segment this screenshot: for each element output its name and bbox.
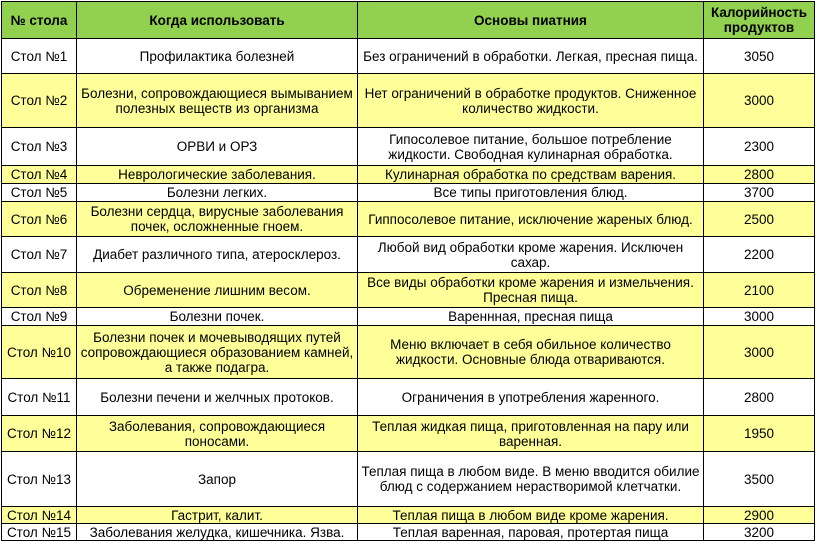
cell-calories: 3700 [704, 184, 815, 202]
cell-table-no: Стол №3 [2, 128, 77, 166]
cell-calories: 2300 [704, 128, 815, 166]
cell-when: Заболевания желудка, кишечника. Язва. [77, 524, 358, 541]
cell-when: Диабет различного типа, атеросклероз. [77, 237, 358, 273]
cell-calories: 2500 [704, 202, 815, 237]
cell-when: Болезни, сопровождающиеся вымыванием полезных веществ из организма [77, 74, 358, 128]
cell-table-no: Стол №14 [2, 507, 77, 524]
table-row [2, 308, 815, 326]
cell-calories: 1950 [704, 416, 815, 452]
cell-basis: Гиппосолевое питание, исключение жареных блюд. [358, 202, 704, 237]
cell-calories: 3000 [704, 308, 815, 326]
table-row [2, 237, 815, 273]
table-row [2, 273, 815, 308]
cell-basis: Меню включает в себя обильное количество жидкости. Основные блюда отвариваются. [358, 326, 704, 379]
cell-when: Обременение лишним весом. [77, 273, 358, 308]
cell-table-no: Стол №6 [2, 202, 77, 237]
header-table-no: № стола [2, 2, 77, 39]
cell-when: Болезни почек и мочевыводящих путей сопровождающиеся образованием камней, а также подагра. [77, 326, 358, 379]
cell-table-no: Стол №10 [2, 326, 77, 379]
table-row [2, 184, 815, 202]
cell-calories: 3200 [704, 524, 815, 541]
table-row [2, 128, 815, 166]
cell-when: Заболевания, сопровождающиеся поносами. [77, 416, 358, 452]
diet-table [1, 1, 815, 541]
table-row [2, 202, 815, 237]
cell-table-no: Стол №7 [2, 237, 77, 273]
cell-when: Запор [77, 452, 358, 507]
cell-basis: Кулинарная обработка по средствам варения. [358, 166, 704, 184]
table-row [2, 416, 815, 452]
cell-table-no: Стол №4 [2, 166, 77, 184]
table-row [2, 452, 815, 507]
cell-calories: 3000 [704, 74, 815, 128]
cell-when: Болезни сердца, вирусные заболевания почек, осложненные гноем. [77, 202, 358, 237]
cell-table-no: Стол №13 [2, 452, 77, 507]
cell-when: Неврологические заболевания. [77, 166, 358, 184]
header-when: Когда использовать [77, 2, 358, 39]
table-row [2, 326, 815, 379]
cell-basis: Гипосолевое питание, большое потребление жидкости. Свободная кулинарная обработка. [358, 128, 704, 166]
cell-calories: 2900 [704, 507, 815, 524]
cell-when: Гастрит, калит. [77, 507, 358, 524]
cell-basis: Теплая пища в любом виде. В меню вводится обилие блюд с содержанием нерастворимой клетчатки. [358, 452, 704, 507]
table-row [2, 74, 815, 128]
cell-table-no: Стол №15 [2, 524, 77, 541]
cell-basis: Любой вид обработки кроме жарения. Исключен сахар. [358, 237, 704, 273]
cell-basis: Без ограничений в обработки. Легкая, пресная пища. [358, 39, 704, 74]
cell-basis: Все виды обработки кроме жарения и измельчения. Пресная пища. [358, 273, 704, 308]
cell-when: Профилактика болезней [77, 39, 358, 74]
cell-table-no: Стол №5 [2, 184, 77, 202]
cell-basis: Все типы приготовления блюд. [358, 184, 704, 202]
table-row [2, 507, 815, 524]
cell-basis: Нет ограничений в обработке продуктов. Сниженное количество жидкости. [358, 74, 704, 128]
table-row [2, 524, 815, 541]
cell-table-no: Стол №11 [2, 379, 77, 416]
cell-table-no: Стол №12 [2, 416, 77, 452]
cell-calories: 2800 [704, 379, 815, 416]
cell-basis: Теплая пища в любом виде кроме жарения. [358, 507, 704, 524]
cell-calories: 3050 [704, 39, 815, 74]
table-row [2, 166, 815, 184]
cell-calories: 2100 [704, 273, 815, 308]
cell-table-no: Стол №8 [2, 273, 77, 308]
cell-when: Болезни печени и желчных протоков. [77, 379, 358, 416]
cell-table-no: Стол №9 [2, 308, 77, 326]
cell-basis: Теплая варенная, паровая, протертая пища [358, 524, 704, 541]
cell-when: Болезни легких. [77, 184, 358, 202]
cell-calories: 2200 [704, 237, 815, 273]
cell-basis: Вареннная, пресная пища [358, 308, 704, 326]
table-row [2, 379, 815, 416]
cell-basis: Теплая жидкая пища, приготовленная на пару или варенная. [358, 416, 704, 452]
cell-table-no: Стол №2 [2, 74, 77, 128]
cell-when: Болезни почек. [77, 308, 358, 326]
cell-calories: 3000 [704, 326, 815, 379]
table-row [2, 39, 815, 74]
header-basis: Основы пиатния [358, 2, 704, 39]
header-row [2, 2, 815, 39]
cell-when: ОРВИ и ОРЗ [77, 128, 358, 166]
header-calories: Калорийность продуктов [704, 2, 815, 39]
cell-table-no: Стол №1 [2, 39, 77, 74]
cell-basis: Ограничения в употребления жаренного. [358, 379, 704, 416]
cell-calories: 3500 [704, 452, 815, 507]
cell-calories: 2800 [704, 166, 815, 184]
